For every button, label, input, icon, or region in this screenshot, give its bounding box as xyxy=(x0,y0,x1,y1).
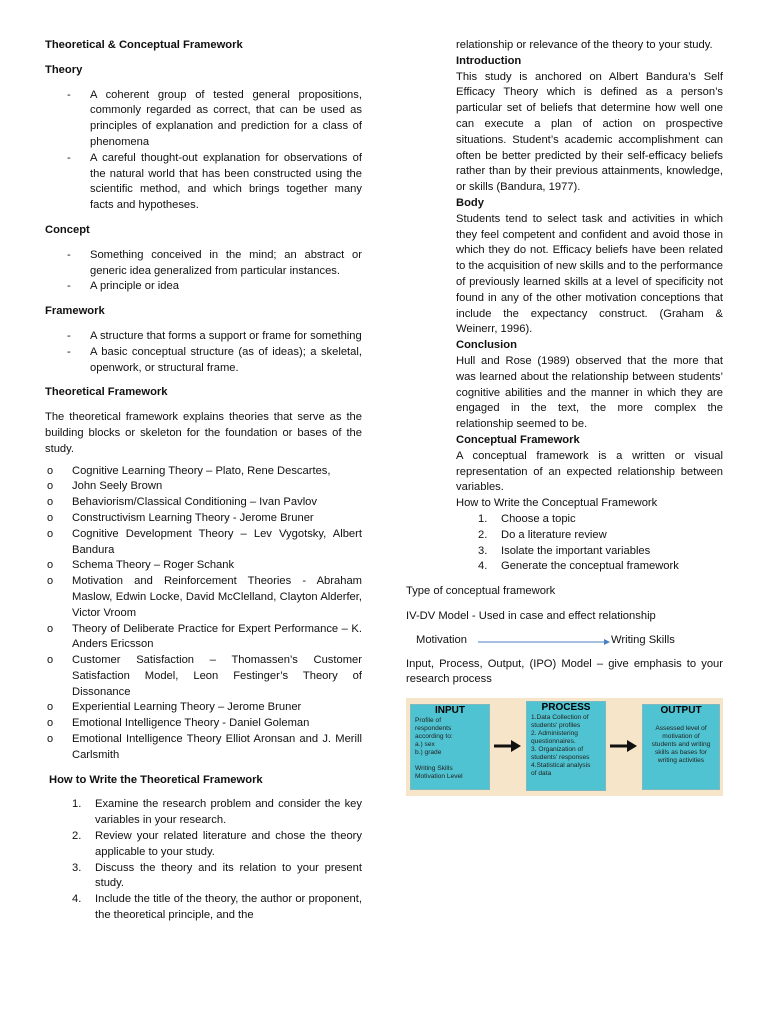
process-line: students' responses xyxy=(531,754,590,762)
input-line: Profile of xyxy=(415,717,442,725)
arrow-right-icon xyxy=(608,738,638,754)
list-item: - A careful thought-out explanation for observations of the natural world that has been constructed using the scientific method, and which brings together many facts and hypotheses. xyxy=(45,151,362,214)
body-text: Students tend to select task and activities in which they feel competent and confident and avoid those in which they do not. Efficacy beliefs have been related to the acquisition of new skills and to the performance of previously learned skills at a level of specificity not found in any of the other motivation conceptions that include the expectancy construct. (Graham & Weinerr, 1996). xyxy=(456,212,723,336)
input-spacer xyxy=(415,757,485,765)
step-number: 3. xyxy=(72,861,82,874)
list-item: o Theory of Deliberate Practice for Expert Performance – K. Anders Ericsson xyxy=(45,622,362,654)
input-line: Writing Skills xyxy=(415,765,453,773)
list-item: o Cognitive Development Theory – Lev Vygotsky, Albert Bandura xyxy=(45,527,362,559)
input-title: INPUT xyxy=(435,705,465,717)
process-line: of data xyxy=(531,770,552,778)
theory-example-block xyxy=(406,54,723,512)
body-heading: Body xyxy=(456,196,484,209)
list-item: o Emotional Intelligence Theory Elliot Aronsan and J. Merill Carlsmith xyxy=(45,732,362,764)
ipo-label: Input, Process, Output, (IPO) Model – give emphasis to your research process xyxy=(406,657,723,686)
conceptual-steps xyxy=(406,512,723,575)
input-line: according to: xyxy=(415,733,453,741)
input-content xyxy=(411,717,489,781)
step-text: Discuss the theory and its relation to your present study. xyxy=(95,861,362,890)
list-item xyxy=(406,559,723,575)
process-title: PROCESS xyxy=(541,702,591,714)
conclusion-text: Hull and Rose (1989) observed that the more that was learned about the relationship between students’ cognitive abilities and the manner in which they are engaged in the text, the more complex the relationship seemed to be. xyxy=(456,354,723,431)
concept-heading: Concept xyxy=(45,223,90,236)
list-item: o Emotional Intelligence Theory - Daniel Goleman xyxy=(45,716,362,732)
ivdv-label: IV-DV Model - Used in case and effect relationship xyxy=(406,609,656,622)
list-item: o Experiential Learning Theory – Jerome Bruner xyxy=(45,700,362,716)
input-line: b.) grade xyxy=(415,749,442,757)
input-line: Motivation Level xyxy=(415,773,463,781)
ipo-diagram xyxy=(406,698,723,796)
list-item xyxy=(45,829,362,861)
output-box xyxy=(642,704,720,790)
list-item: o Motivation and Reinforcement Theories - Abraham Maslow, Edwin Locke, David McClelland, Clayton Alderfer, Victor Vroom xyxy=(45,574,362,621)
framework-heading: Framework xyxy=(45,305,105,318)
list-item: - Something conceived in the mind; an abstract or generic idea generalized from particular instances. xyxy=(45,248,362,280)
theoretical-framework-paragraph: The theoretical framework explains theories that serve as the building blocks or skeleton for the foundation or bases of the study. xyxy=(45,411,362,455)
list-item xyxy=(406,544,723,560)
list-item xyxy=(45,797,362,829)
step-number: 2. xyxy=(478,528,488,541)
type-of-framework-label: Type of conceptual framework xyxy=(406,585,556,598)
list-item: - A principle or idea xyxy=(45,279,362,295)
list-item: o Behaviorism/Classical Conditioning – Ivan Pavlov xyxy=(45,495,362,511)
step-text: Isolate the important variables xyxy=(501,544,651,557)
output-title: OUTPUT xyxy=(660,705,702,717)
input-line: a.) sex xyxy=(415,741,435,749)
concept-list xyxy=(45,248,362,295)
introduction-heading: Introduction xyxy=(456,54,522,67)
step-text: Generate the conceptual framework xyxy=(501,560,679,573)
introduction-text: This study is anchored on Albert Bandura’s Self Efficacy Theory which is defined as a person’s particular set of beliefs that determine how well one can execute a plan of action on prospective situations. Student’s academic accomplishment can often be better predicted by their self-efficacy beliefs rather than by their previous attainments, knowledge, or skills (Bandura, 1977). xyxy=(456,70,723,194)
ivdv-independent: Motivation xyxy=(416,633,467,646)
step-text: Examine the research problem and consider the key variables in your research. xyxy=(95,798,362,827)
step-text: Include the title of the theory, the author or proponent, the theoretical principle, and the xyxy=(95,893,362,922)
arrow-right-icon xyxy=(478,637,610,647)
step-text: Choose a topic xyxy=(501,512,576,525)
list-item: o Schema Theory – Roger Schank xyxy=(45,558,362,574)
list-item: o Customer Satisfaction – Thomassen’s Customer Satisfaction Model, Leon Festinger’s Theory of Dissonance xyxy=(45,653,362,700)
process-line: 3. Organization of xyxy=(531,746,584,754)
list-item xyxy=(406,512,723,528)
how-to-write-steps xyxy=(45,797,362,923)
output-line: writing activities xyxy=(657,757,705,765)
process-box xyxy=(526,701,606,791)
theories-list xyxy=(45,464,362,764)
output-line: students and writing xyxy=(651,741,711,749)
output-line: Assessed level of xyxy=(655,725,707,733)
list-item: o Cognitive Learning Theory – Plato, Rene Descartes, xyxy=(45,464,362,480)
list-item: - A coherent group of tested general propositions, commonly regarded as correct, that can be used as principles of explanation and prediction for a class of phenomena xyxy=(45,88,362,151)
theoretical-framework-heading: Theoretical Framework xyxy=(45,386,168,399)
list-item: o Constructivism Learning Theory - Jerome Bruner xyxy=(45,511,362,527)
list-item: o John Seely Brown xyxy=(45,479,362,495)
list-item xyxy=(406,528,723,544)
output-line: motivation of xyxy=(662,733,700,741)
document-title: Theoretical & Conceptual Framework xyxy=(45,39,243,51)
conceptual-framework-text: A conceptual framework is a written or visual representation of an expected relationship between variables. xyxy=(456,449,723,494)
step-text: Review your related literature and chose the theory applicable to your study. xyxy=(95,830,362,858)
step-number: 4. xyxy=(72,893,82,906)
step-text: Do a literature review xyxy=(501,528,607,541)
output-content xyxy=(643,717,719,765)
how-to-write-heading: How to Write the Theoretical Framework xyxy=(49,773,263,786)
step-number: 1. xyxy=(72,798,82,811)
process-line: 2. Administering xyxy=(531,730,578,738)
conclusion-heading: Conclusion xyxy=(456,339,517,352)
input-box xyxy=(410,704,490,790)
left-column xyxy=(45,38,362,924)
ivdv-diagram xyxy=(406,633,723,651)
list-item xyxy=(45,892,362,924)
conceptual-how-heading: How to Write the Conceptual Framework xyxy=(456,497,658,510)
step-number: 2. xyxy=(72,830,82,843)
arrow-right-icon xyxy=(492,738,522,754)
list-item: - A structure that forms a support or frame for something xyxy=(45,329,362,345)
framework-list xyxy=(45,329,362,376)
theory-list xyxy=(45,88,362,214)
process-line: students' profiles xyxy=(531,722,581,730)
step-number: 4. xyxy=(478,560,488,573)
step-number: 1. xyxy=(478,512,488,525)
process-line: 1.Data Collection of xyxy=(531,714,589,722)
process-content xyxy=(527,714,605,778)
input-line: respondents xyxy=(415,725,452,733)
output-line: skills as bases for xyxy=(654,749,708,757)
process-line: questionnaires. xyxy=(531,738,576,746)
process-line: 4.Statistical analysis xyxy=(531,762,591,770)
step-number: 3. xyxy=(478,544,488,557)
list-item: - A basic conceptual structure (as of ideas); a skeletal, openwork, or structural frame. xyxy=(45,345,362,377)
right-column xyxy=(406,38,723,796)
conceptual-framework-heading: Conceptual Framework xyxy=(456,433,580,446)
ivdv-dependent: Writing Skills xyxy=(611,633,675,646)
theory-heading: Theory xyxy=(45,63,83,76)
list-item xyxy=(45,861,362,893)
continuation-text: relationship or relevance of the theory to your study. xyxy=(456,39,713,51)
